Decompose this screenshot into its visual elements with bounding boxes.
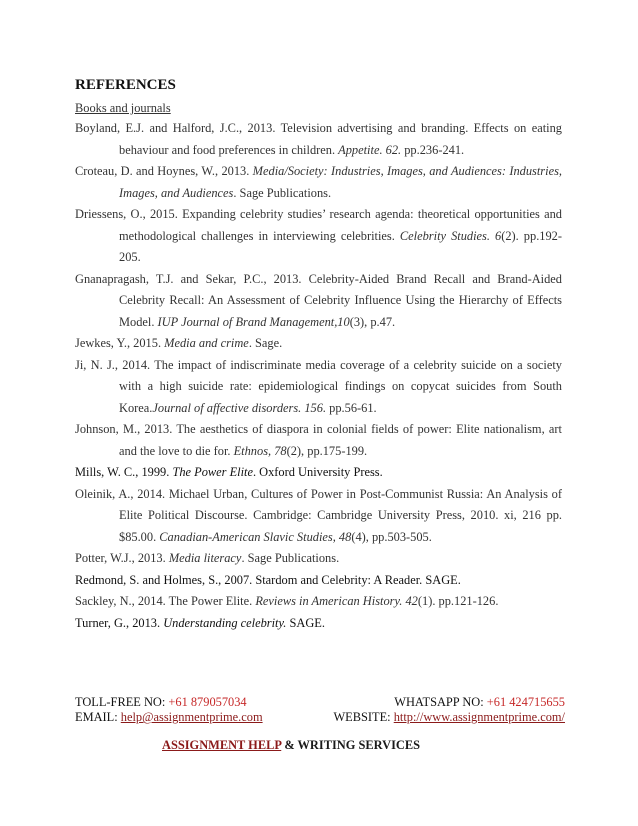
contact-footer	[75, 695, 565, 725]
email-contact: EMAIL: help@assignmentprime.com	[75, 710, 263, 724]
reference-entry: Potter, W.J., 2013. Media literacy. Sage Publications.	[75, 551, 340, 565]
footer-row-web	[75, 710, 565, 725]
reference-entry: Sackley, N., 2014. The Power Elite. Reviews in American History. 42(1). pp.121-126.	[75, 594, 499, 608]
reference-entry: Boyland, E.J. and Halford, J.C., 2013. Television advertising and branding. Effects on eating behaviour and food preferences in children. Appetite. 62. pp.236-241.	[75, 121, 562, 157]
website-contact: WEBSITE: http://www.assignmentprime.com/	[333, 710, 565, 724]
reference-entry: Johnson, M., 2013. The aesthetics of diaspora in colonial fields of power: Elite nationalism, art and the love to die for. Ethnos, 78(2), pp.175-199.	[75, 422, 562, 458]
reference-entry: Turner, G., 2013. Understanding celebrity. SAGE.	[75, 615, 325, 630]
references-heading: REFERENCES	[75, 77, 176, 93]
reference-entry: Croteau, D. and Hoynes, W., 2013. Media/Society: Industries, Images, and Audiences: Industries, Images, and Audiences. Sage Publications.	[75, 164, 562, 200]
website-link[interactable]: http://www.assignmentprime.com/	[393, 710, 565, 724]
reference-entry: Mills, W. C., 1999. The Power Elite. Oxford University Press.	[75, 465, 383, 479]
reference-entry: Driessens, O., 2015. Expanding celebrity studies’ research agenda: theoretical opportunities and methodological challenges in interviewing celebrities. Celebrity Studies. 6(2). pp.192-205.	[75, 207, 562, 264]
books-journals-subheading: Books and journals	[75, 101, 171, 115]
assignment-help-link[interactable]: ASSIGNMENT HELP	[162, 738, 282, 752]
reference-entry: Gnanapragash, T.J. and Sekar, P.C., 2013. Celebrity-Aided Brand Recall and Brand-Aided Celebrity Recall: An Assessment of Celebrity Influence Using the Hierarchy of Effects Model. IUP Journal of Brand Management,10(3), p.47.	[75, 271, 562, 329]
reference-entry: Redmond, S. and Holmes, S., 2007. Stardom and Celebrity: A Reader. SAGE.	[75, 572, 461, 587]
footer-row-phone	[75, 695, 565, 710]
reference-entry: Oleinik, A., 2014. Michael Urban, Cultures of Power in Post-Communist Russia: An Analysis of Elite Political Discourse. Cambridge: Cambridge University Press, 2010. xi, 216 pp. $85.00. Canadian-American Slavic Studies, 48(4), pp.503-505.	[75, 486, 562, 544]
tollfree-number: TOLL-FREE NO: +61 879057034	[75, 695, 247, 709]
reference-entry: Ji, N. J., 2014. The impact of indiscriminate media coverage of a celebrity suicide on a society with a high suicide rate: epidemiological findings on copycat suicides from South Korea.Journal of affective disorders. 156. pp.56-61.	[75, 357, 562, 415]
brand-tagline: ASSIGNMENT HELP & WRITING SERVICES	[162, 738, 421, 752]
references-section	[75, 70, 562, 634]
whatsapp-number: WHATSAPP NO: +61 424715655	[394, 695, 565, 709]
reference-entry: Jewkes, Y., 2015. Media and crime. Sage.	[75, 336, 283, 350]
email-link[interactable]: help@assignmentprime.com	[120, 710, 263, 724]
